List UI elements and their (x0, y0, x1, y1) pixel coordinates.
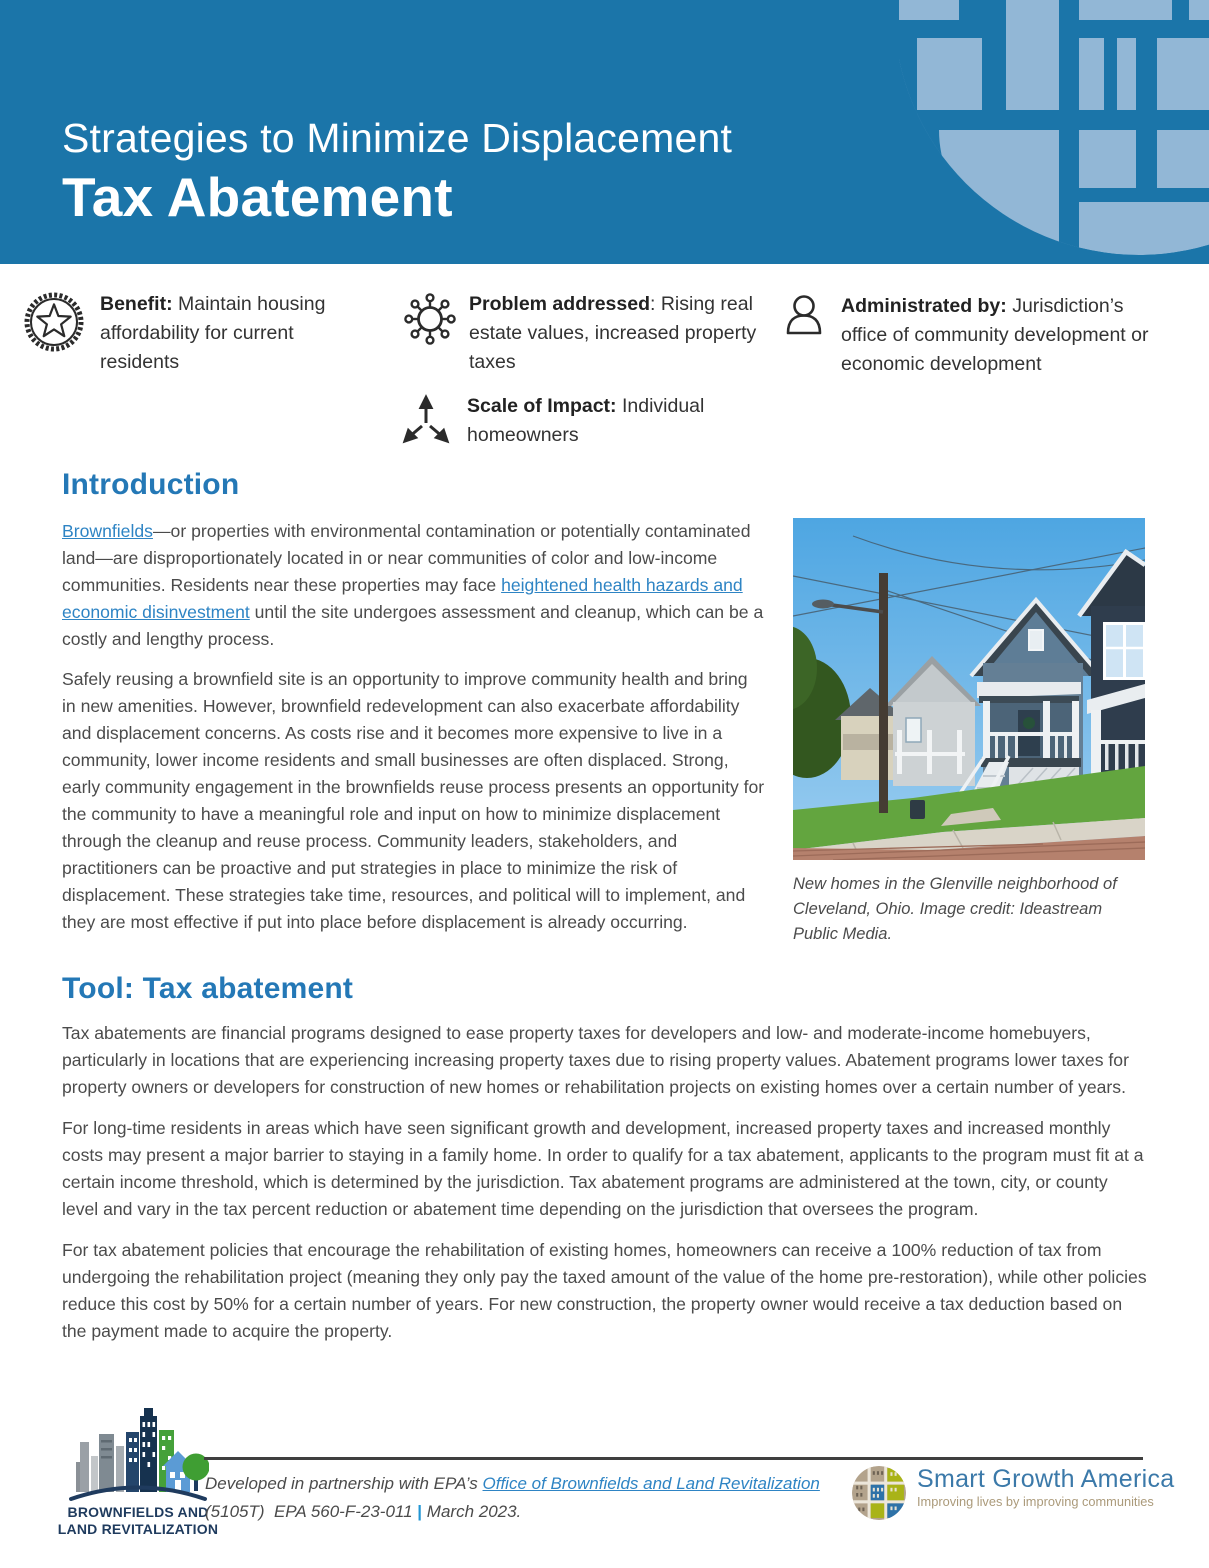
scale-text: Scale of Impact: Individual homeowners (467, 395, 705, 446)
introduction-heading: Introduction (62, 468, 240, 501)
sga-logo-mark (852, 1466, 906, 1520)
credit-separator: | (417, 1501, 423, 1521)
problem-text: Problem addressed: Rising real estate values, increased property taxes (469, 293, 757, 373)
document-series-title: Strategies to Minimize Displacement (62, 115, 733, 161)
person-icon (779, 292, 829, 379)
footer-divider (204, 1457, 1143, 1460)
intro-paragraph-1: Brownfields—or properties with environmental contamination or potentially contaminated land—are disproportionately located in or near communities of color and low-income communities. Residents near these properties may face heightened health hazards and economic disinvestment until the site undergoes assessment and cleanup, which can be a costly and lengthy process. (62, 521, 764, 649)
smart-growth-america-logo (852, 1466, 1174, 1520)
brownfields-logo-mark (67, 1404, 209, 1504)
badge-star-icon (22, 290, 86, 377)
brownfields-logo-text-line1: BROWNFIELDS AND (67, 1504, 209, 1520)
photo-figure (793, 518, 1145, 949)
intro-paragraph-2: Safely reusing a brownfield site is an opportunity to improve community health and bring in new amenities. However, brownfield redevelopment can also exacerbate affordability and displacement concerns. As costs rise and it becomes more expensive to live in a community, lower income residents and small businesses are often displaced. Strong, early community engagement in the brownfields reuse process presents an opportunity for the community to have a meaningful role and input on how to minimize displacement through the cleanup and reuse process. Community leaders, stakeholders, and practitioners can be proactive and put strategies in place to minimize the risk of displacement. These strategies take time, resources, and political will to implement, and they are most effective if put into place before displacement is already occurring. (62, 669, 765, 932)
tool-heading: Tool: Tax abatement (62, 972, 354, 1005)
brownfields-link[interactable]: Brownfields (62, 521, 153, 541)
credit-block (205, 1470, 853, 1525)
introduction-section (62, 468, 1147, 949)
header-banner (0, 0, 1209, 264)
tool-paragraph-1: Tax abatements are financial programs designed to ease property taxes for developers and low- and moderate-income homebuyers, particularly in locations that are experiencing increasing property taxes due to rising property values. Abatement programs lower taxes for property owners or developers for construction of new homes or rehabilitation projects on existing homes over a certain number of years. (62, 1023, 1129, 1097)
admin-text: Administrated by: Jurisdiction’s office of community development or economic development (841, 295, 1149, 375)
epa-office-link[interactable]: Office of Brownfields and Land Revitalization (482, 1474, 820, 1493)
credit-text: Developed in partnership with EPA’s Office of Brownfields and Land Revitalization (5105T) EPA 560-F-23-011 | March 2023. (205, 1474, 820, 1521)
tool-paragraph-3: For tax abatement policies that encourage the rehabilitation of existing homes, homeowners can receive a 100% reduction of tax from undergoing the rehabilitation project (meaning they only pay the taxed amount of the value of the home pre-restoration), while other policies reduce this cost by 50% for a certain number of years. For new construction, the property owner would receive a tax deduction based on the payment made to acquire the property. (62, 1240, 1147, 1341)
benefit-summary-item (22, 290, 352, 377)
tool-paragraph-2: For long-time residents in areas which have seen significant growth and development, increased property taxes and increased monthly costs may present a major barrier to staying in a family home. In order to qualify for a tax abatement, applicants to the program must fit at a certain income threshold, which is determined by the jurisdiction. Tax abatement programs are administered at the town, city, or county level and vary in the tax percent reduction or abatement time depending on the jurisdiction that oversees the program. (62, 1118, 1144, 1219)
page-title: Tax Abatement (62, 166, 453, 229)
admin-label: Administrated by: (841, 295, 1007, 317)
scale-summary-item (399, 392, 777, 450)
sga-logo-name: Smart Growth America (917, 1465, 1175, 1493)
introduction-text-column (62, 518, 765, 949)
benefit-label: Benefit: (100, 293, 173, 315)
scale-label: Scale of Impact: (467, 395, 617, 417)
city-grid-decoration-icon (899, 0, 1209, 264)
health-hazards-link[interactable]: heightened health hazards and economic disinvestment (62, 575, 743, 622)
sga-logo-tagline: Improving lives by improving communities (917, 1494, 1154, 1509)
brownfields-logo-text-line2: LAND REVITALIZATION (57, 1521, 219, 1537)
radiating-arrows-icon (399, 392, 453, 450)
problem-label: Problem addressed (469, 293, 650, 315)
photo-caption: New homes in the Glenville neighborhood of Cleveland, Ohio. Image credit: Ideastream Public Media. (793, 875, 1117, 943)
benefit-text: Benefit: Maintain housing affordability for current residents (100, 293, 326, 373)
network-molecule-icon (401, 290, 459, 377)
problem-summary-item (401, 290, 779, 377)
brownfields-logo (48, 1404, 228, 1538)
tool-section (62, 972, 1148, 1345)
admin-summary-item (779, 292, 1161, 379)
neighborhood-photo (793, 518, 1145, 860)
